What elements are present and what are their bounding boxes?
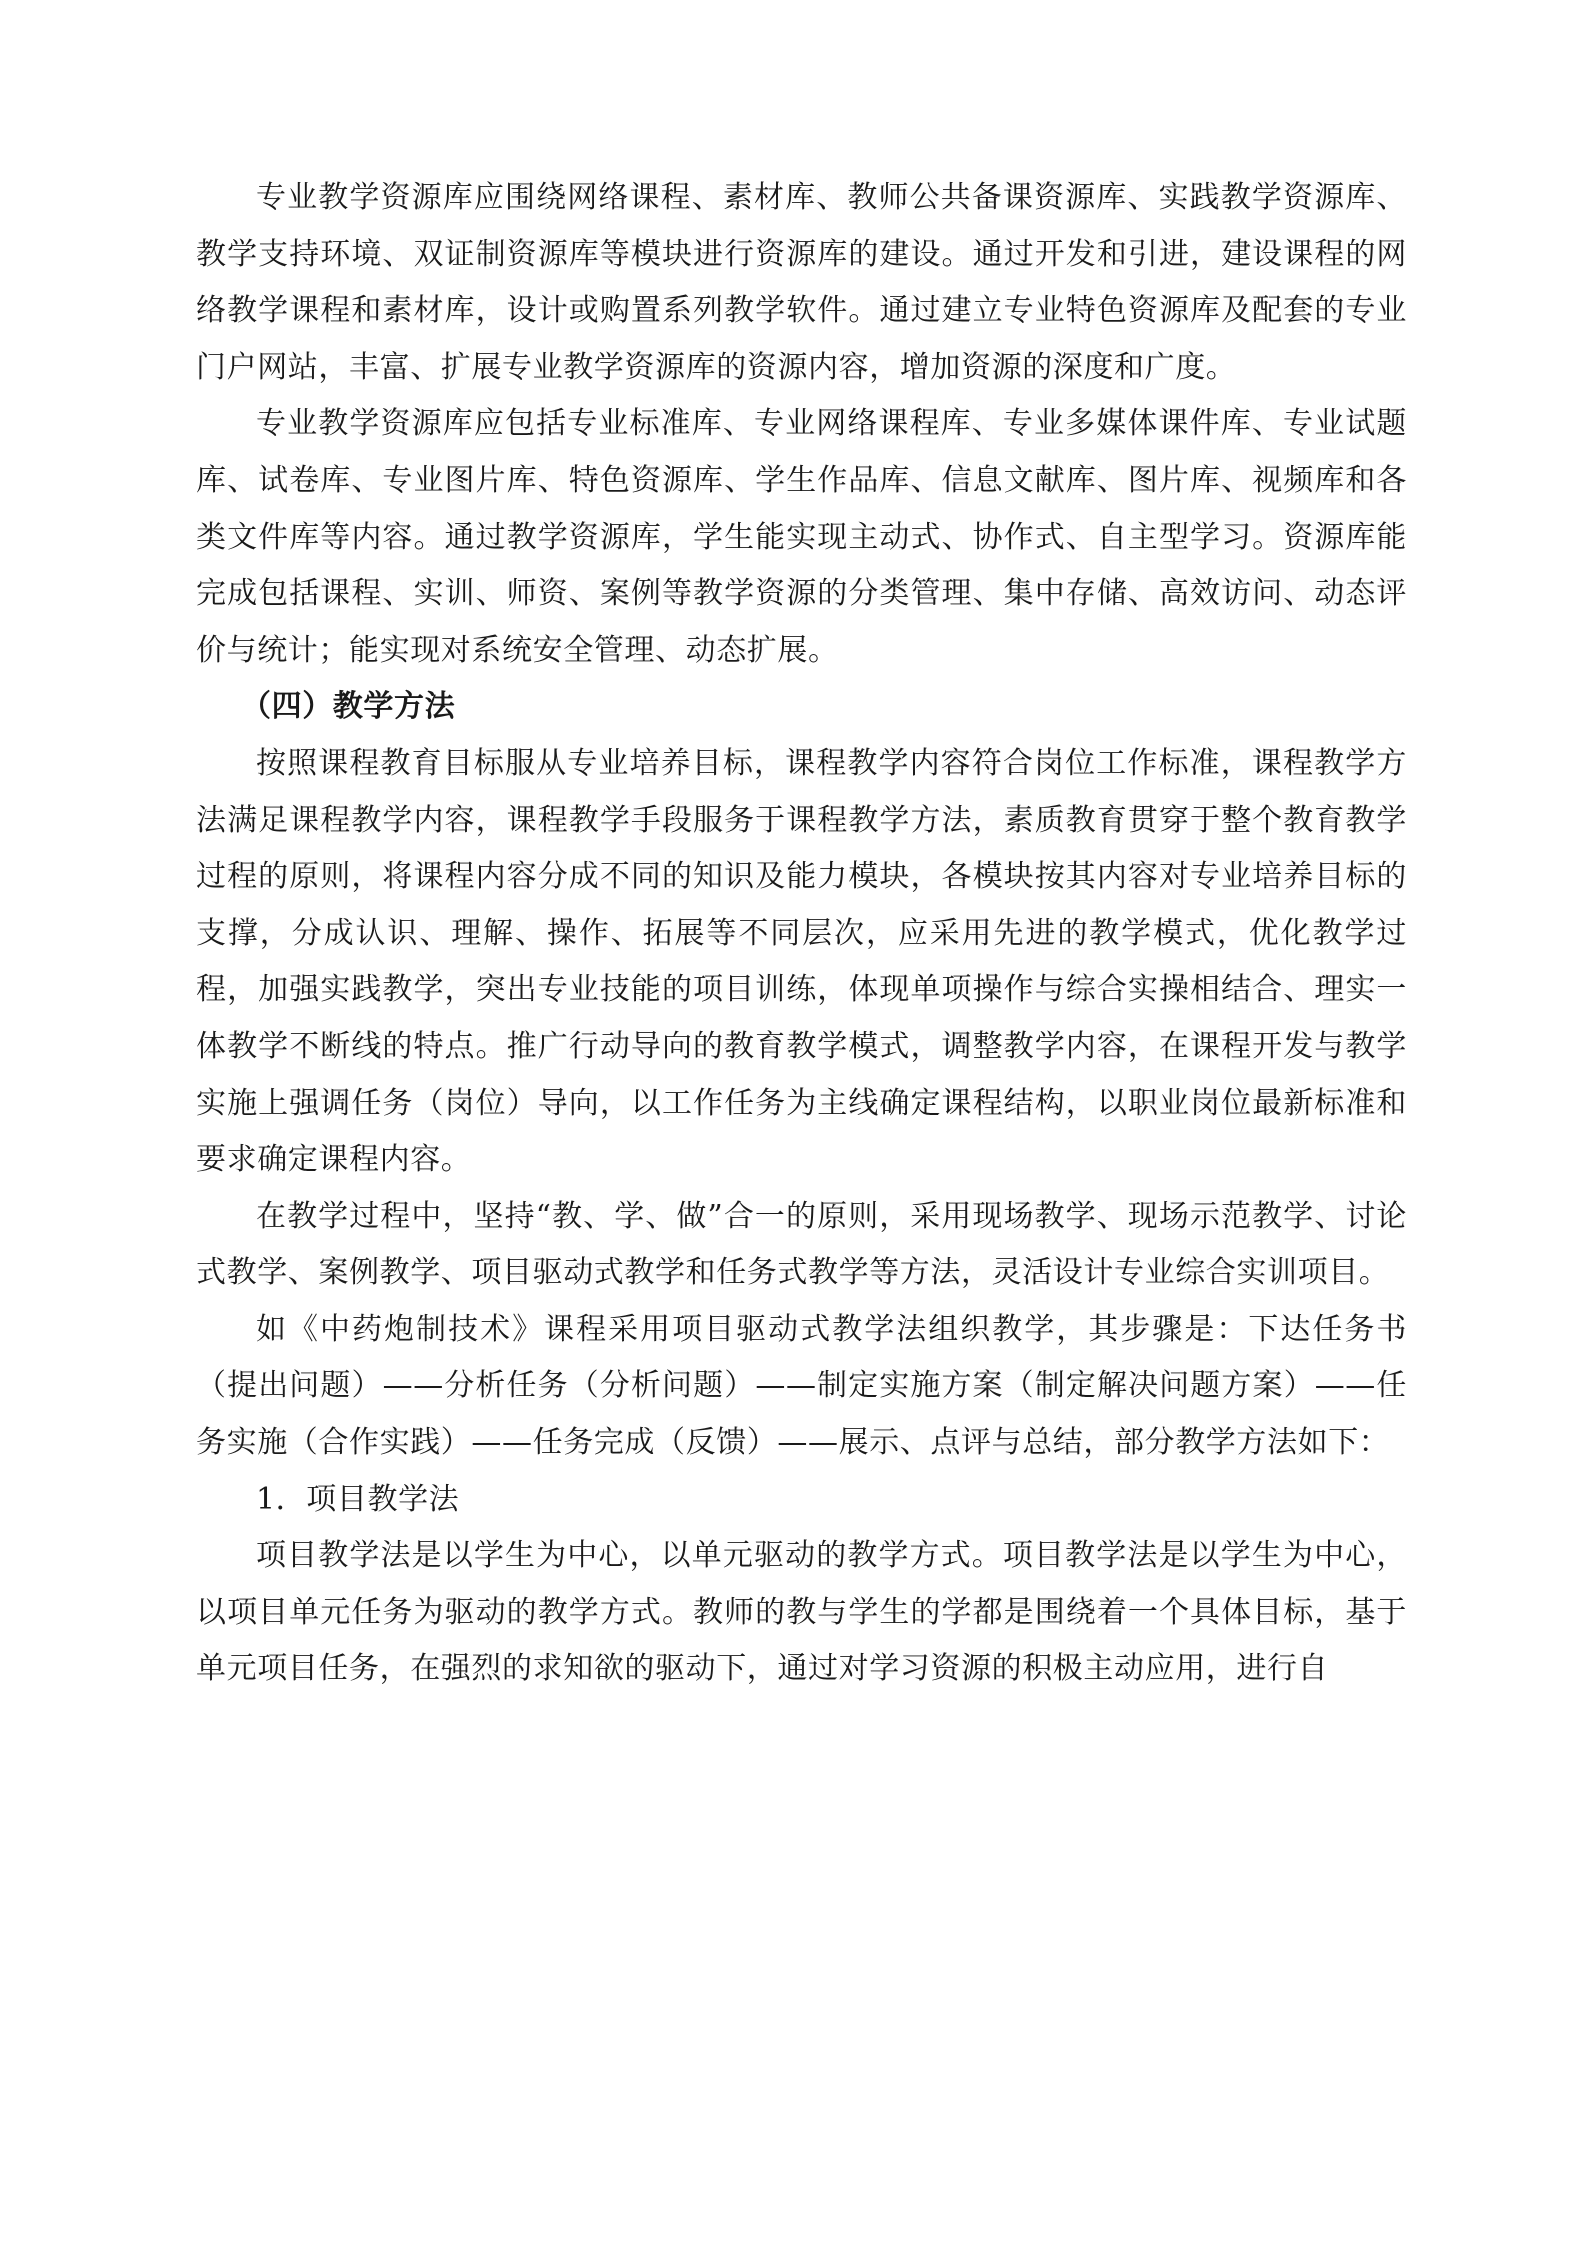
paragraph-teaching-principles: 按照课程教育目标服从专业培养目标，课程教学内容符合岗位工作标准，课程教学方法满足课程教学内容，课程教学手段服务于课程教学方法，素质教育贯穿于整个教育教学过程的原则，将课程内容分成不同的知识及能力模块，各模块按其内容对专业培养目标的支撑，分成认识、理解、操作、拓展等不同层次，应采用先进的教学模式，优化教学过程，加强实践教学，突出专业技能的项目训练，体现单项操作与综合实操相结合、理实一体教学不断线的特点。推广行动导向的教育教学模式，调整教学内容，在课程开发与教学实施上强调任务（岗位）导向，以工作任务为主线确定课程结构，以职业岗位最新标准和要求确定课程内容。 — [196, 745, 1407, 1178]
section-heading-teaching-methods: （四）教学方法 — [241, 689, 456, 725]
paragraph-resource-library-modules: 专业教学资源库应围绕网络课程、素材库、教师公共备课资源库、实践教学资源库、教学支持环境、双证制资源库等模块进行资源库的建设。通过开发和引进，建设课程的网络教学课程和素材库，设计或购置系列教学软件。通过建立专业特色资源库及配套的专业门户网站，丰富、扩展专业教学资源库的资源内容，增加资源的深度和广度。 — [196, 180, 1407, 385]
paragraph-teaching-process: 在教学过程中，坚持“教、学、做”合一的原则，采用现场教学、现场示范教学、讨论式教学、案例教学、项目驱动式教学和任务式教学等方法，灵活设计专业综合实训项目。 — [196, 1198, 1407, 1291]
paragraph-project-method: 项目教学法是以学生为中心，以单元驱动的教学方式。项目教学法是以学生为中心，以项目单元任务为驱动的教学方式。教师的教与学生的学都是围绕着一个具体目标，基于单元项目任务，在强烈的求知欲的驱动下，通过对学习资源的积极主动应用，进行自 — [196, 1538, 1407, 1687]
subsection-heading-project-method: 1．项目教学法 — [256, 1481, 460, 1517]
paragraph-course-example: 如《中药炮制技术》课程采用项目驱动式教学法组织教学，其步骤是：下达任务书（提出问题）——分析任务（分析问题）——制定实施方案（制定解决问题方案）——任务实施（合作实践）——任务完成（反馈）——展示、点评与总结，部分教学方法如下： — [196, 1311, 1407, 1461]
paragraph-resource-library-contents: 专业教学资源库应包括专业标准库、专业网络课程库、专业多媒体课件库、专业试题库、试卷库、专业图片库、特色资源库、学生作品库、信息文献库、图片库、视频库和各类文件库等内容。通过教学资源库，学生能实现主动式、协作式、自主型学习。资源库能完成包括课程、实训、师资、案例等教学资源的分类管理、集中存储、高效访问、动态评价与统计；能实现对系统安全管理、动态扩展。 — [196, 406, 1407, 668]
